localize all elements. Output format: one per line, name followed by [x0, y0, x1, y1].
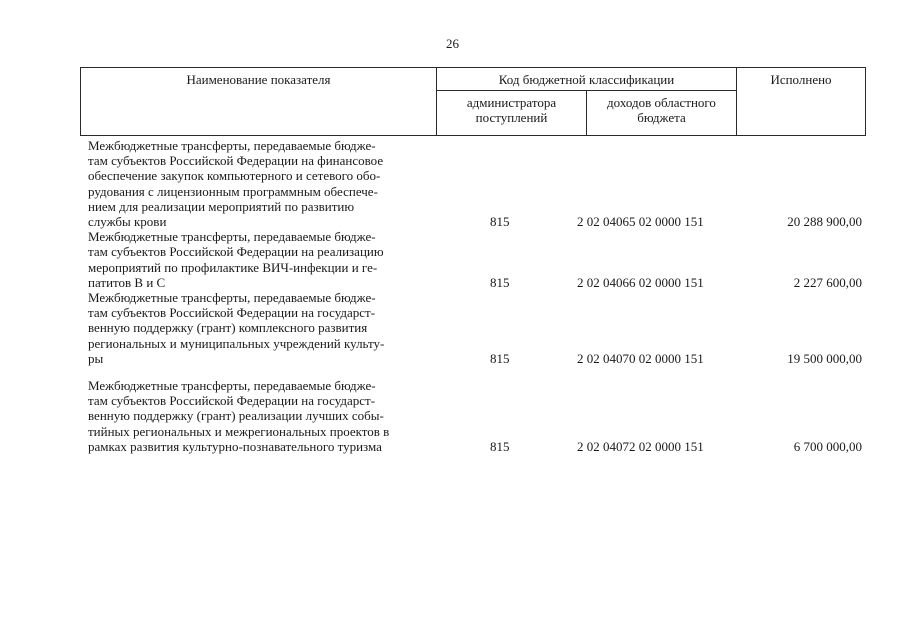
row-description-line: патитов В и С [88, 274, 166, 290]
row-description-line: рудования с лицензионным программным обеспече- [88, 183, 378, 199]
header-admin-receipts [437, 91, 587, 136]
header-executed: Исполнено [737, 68, 866, 136]
row-description-line: региональных и муниципальных учреждений культу- [88, 335, 385, 351]
row-description-line: там субъектов Российской Федерации на финансовое [88, 153, 384, 169]
row-income-code: 2 02 04065 02 0000 151 [577, 214, 704, 230]
row-description [88, 290, 438, 366]
header-income-line: бюджета [637, 110, 686, 125]
row-amount: 19 500 000,00 [787, 350, 862, 366]
header-indicator-name: Наименование показателя [81, 68, 437, 136]
row-description-line: ры [88, 350, 104, 366]
header-regional-income [587, 91, 737, 136]
row-income-code: 2 02 04072 02 0000 151 [577, 438, 704, 454]
row-description-line: Межбюджетные трансферты, передаваемые бюдже- [88, 229, 376, 245]
table-row [88, 290, 866, 366]
table-body [88, 138, 866, 454]
table-row [88, 138, 866, 229]
row-amount: 2 227 600,00 [793, 274, 862, 290]
header-admin-line: администратора [466, 95, 557, 110]
row-description-line: рамках развития культурно-познавательного туризма [88, 438, 382, 454]
row-description-line: венную поддержку (грант) комплексного развития [88, 320, 368, 336]
row-amount: 6 700 000,00 [793, 438, 862, 454]
row-admin-code: 815 [490, 274, 510, 290]
row-description-line: там субъектов Российской Федерации на реализацию [88, 244, 384, 260]
row-description [88, 138, 438, 229]
row-description-line: там субъектов Российской Федерации на государст- [88, 305, 376, 321]
row-admin-code: 815 [490, 350, 510, 366]
row-income-code: 2 02 04066 02 0000 151 [577, 274, 704, 290]
row-description-line: Межбюджетные трансферты, передаваемые бюдже- [88, 290, 376, 306]
row-income-code: 2 02 04070 02 0000 151 [577, 350, 704, 366]
row-description [88, 229, 438, 290]
page-number: 26 [446, 36, 459, 51]
row-description-line: Межбюджетные трансферты, передаваемые бюдже- [88, 138, 376, 153]
row-amount: 20 288 900,00 [787, 214, 862, 230]
row-description [88, 378, 438, 454]
row-description-line: службы крови [88, 214, 167, 230]
table-row [88, 229, 866, 290]
row-description-line: Межбюджетные трансферты, передаваемые бюдже- [88, 378, 376, 394]
row-admin-code: 815 [490, 438, 510, 454]
table-row [88, 378, 866, 454]
header-budget-classification-code: Код бюджетной классификации [437, 68, 737, 91]
row-description-line: венную поддержку (грант) реализации лучших собы- [88, 408, 384, 424]
row-admin-code: 815 [490, 214, 510, 230]
row-description-line: тийных региональных и межрегиональных проектов в [88, 423, 390, 439]
header-admin-line: поступлений [475, 110, 548, 125]
row-description-line: там субъектов Российской Федерации на государст- [88, 393, 376, 409]
header-income-line: доходов областного [607, 95, 716, 110]
table-header [80, 67, 866, 136]
row-description-line: мероприятий по профилактике ВИЧ-инфекции и ге- [88, 259, 378, 275]
row-description-line: нием для реализации мероприятий по развитию [88, 198, 355, 214]
row-description-line: обеспечение закупок компьютерного и сетевого обо- [88, 168, 381, 184]
